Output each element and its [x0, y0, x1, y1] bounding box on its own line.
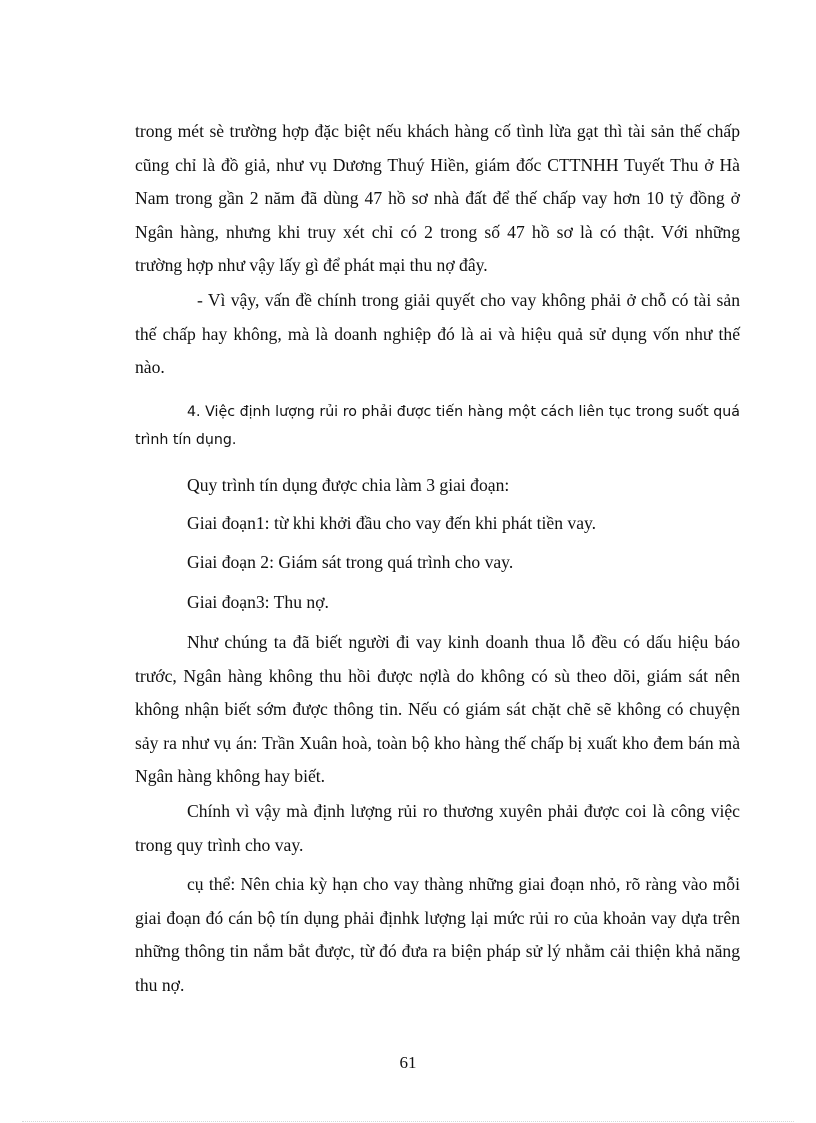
paragraph-stage-2: Giai đoạn 2: Giám sát trong quá trình cho vay. [187, 552, 514, 572]
paragraph-warning-signs: Như chúng ta đã biết người đi vay kinh doanh thua lỗ đều có dấu hiệu báo trước, Ngân hàng không thu hồi được nợlà do không có sù theo dõi, giám sát nên không nhận biết sớm được thông tin. Nếu có giám sát chặt chẽ sẽ không có chuyện sảy ra như vụ án: Trần Xuân hoà, toàn bộ kho hàng thế chấp bị xuất kho đem bán mà Ngân hàng không hay biết. [135, 632, 740, 787]
paragraph-stage-3: Giai đoạn3: Thu nợ. [187, 592, 329, 612]
paragraph-collateral-fraud: trong mét sè trường hợp đặc biệt nếu khách hàng cố tình lừa gạt thì tài sản thế chấp cũng chỉ là đồ giả, như vụ Dương Thuý Hiền, giám đốc CTTNHH Tuyết Thu ở Hà Nam trong gần 2 năm đã dùng 47 hồ sơ nhà đất để thế chấp vay hơn 10 tỷ đồng ở Ngân hàng, nhưng khi truy xét chỉ có 2 trong số 47 hồ sơ là có thật. Với những trường hợp như vậy lấy gì để phát mại thu nợ đây. [135, 121, 740, 276]
page-bottom-divider [22, 1121, 794, 1122]
paragraph-stage-1: Giai đoạn1: từ khi khởi đầu cho vay đến khi phát tiền vay. [187, 513, 597, 533]
paragraph-regular-assessment: Chính vì vậy mà định lượng rủi ro thương xuyên phải được coi là công việc trong quy trình cho vay. [135, 801, 740, 855]
paragraph-conclusion: - Vì vậy, vấn đề chính trong giải quyết cho vay không phải ở chỗ có tài sản thế chấp hay không, mà là doanh nghiệp đó là ai và hiệu quả sử dụng vốn như thế nào. [135, 290, 740, 378]
page-number: 61 [399, 1053, 417, 1072]
paragraph-process-intro: Quy trình tín dụng được chia làm 3 giai đoạn: [187, 475, 510, 495]
section-heading-4: 4. Việc định lượng rủi ro phải được tiến hàng một cách liên tục trong suốt quá trình tín dụng. [135, 404, 740, 448]
paragraph-specifics: cụ thể: Nên chia kỳ hạn cho vay thàng những giai đoạn nhỏ, rõ ràng vào mỗi giai đoạn đó cán bộ tín dụng phải địnhk lượng lại mức rủi ro của khoản vay dựa trên những thông tin nắm bắt được, từ đó đưa ra biện pháp sử lý nhằm cải thiện khả năng thu nợ. [135, 874, 740, 995]
